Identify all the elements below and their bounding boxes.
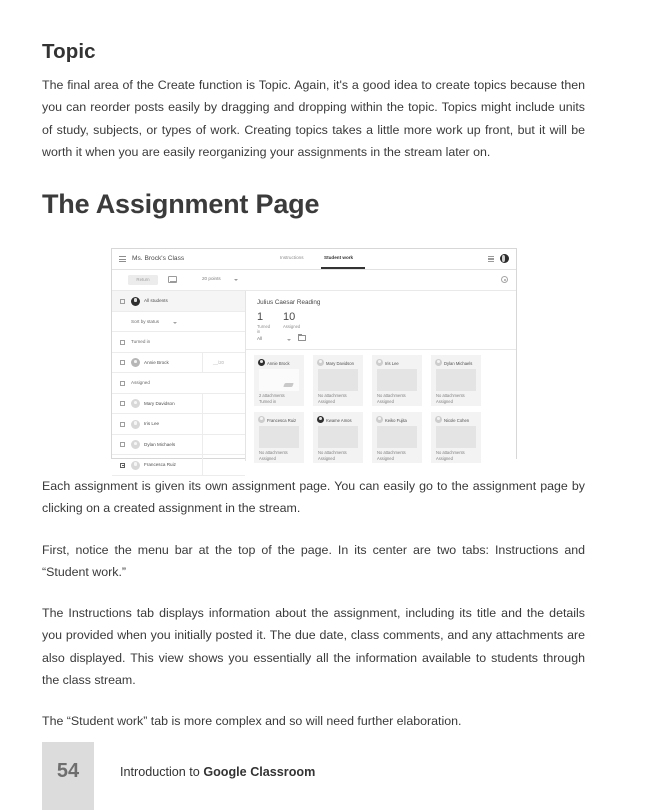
grade-cell[interactable] xyxy=(202,435,245,455)
student-work-card[interactable] xyxy=(254,412,304,463)
page-content-lower xyxy=(42,475,585,747)
tab-student-work[interactable]: Student work xyxy=(324,255,354,260)
user-avatar[interactable] xyxy=(500,254,509,263)
student-name: Iris Lee xyxy=(385,360,399,366)
attachment-graphic-icon xyxy=(283,383,294,387)
avatar xyxy=(131,461,140,470)
attachment-thumbnail xyxy=(436,426,476,448)
active-tab-indicator xyxy=(321,267,365,269)
grade-cell[interactable] xyxy=(202,414,245,434)
stat-turned-in xyxy=(257,311,270,334)
student-name: Dylan Michaels xyxy=(444,360,473,366)
points-selector-label[interactable]: 20 points xyxy=(202,276,221,281)
attachment-count: No attachments xyxy=(436,450,465,455)
footer-brand: Google Classroom xyxy=(203,765,316,779)
avatar xyxy=(131,399,140,408)
grade-cell[interactable] xyxy=(202,394,245,414)
stat-label: Turned in xyxy=(257,324,271,334)
grade-cell[interactable] xyxy=(202,353,245,373)
avatar xyxy=(131,440,140,449)
paragraph-student-work-tab: The “Student work” tab is more complex and so will need further elaboration. xyxy=(42,714,462,729)
sort-by-status-dropdown[interactable] xyxy=(112,312,245,333)
attachment-thumbnail xyxy=(377,369,417,391)
checkbox-assigned-group[interactable] xyxy=(120,381,125,386)
attachment-thumbnail xyxy=(318,369,358,391)
student-name: Keiko Fujita xyxy=(385,417,407,423)
avatar xyxy=(376,359,383,366)
attachment-thumbnail xyxy=(259,426,299,448)
paragraph-assignment-page: Each assignment is given its own assignment page. You can easily go to the assignment page by clicking on a created assignment in the stream. xyxy=(42,479,585,516)
student-list-panel xyxy=(112,291,246,467)
avatar xyxy=(435,359,442,366)
return-button[interactable]: Return xyxy=(128,275,158,285)
assignment-page-screenshot-figure xyxy=(111,248,517,467)
avatar xyxy=(258,359,265,366)
student-work-card[interactable] xyxy=(313,355,363,406)
status-badge: Assigned xyxy=(377,456,394,461)
email-icon[interactable] xyxy=(168,276,177,283)
filter-dropdown-label[interactable]: All xyxy=(257,336,263,341)
status-badge: Turned in xyxy=(259,399,277,404)
page-content xyxy=(42,40,585,234)
classroom-main-area xyxy=(112,291,516,467)
list-item-student[interactable] xyxy=(112,435,245,456)
student-name: Kwame Amos xyxy=(326,417,352,423)
attachment-count: 2 attachments xyxy=(259,393,285,398)
hamburger-menu-icon[interactable] xyxy=(119,256,126,262)
checkbox-student[interactable] xyxy=(120,442,125,447)
card-row xyxy=(254,355,510,406)
student-name: Iris Lee xyxy=(144,421,160,426)
avatar xyxy=(131,420,140,429)
attachment-count: No attachments xyxy=(318,393,347,398)
avatar xyxy=(131,358,140,367)
grade-cell[interactable] xyxy=(202,455,245,475)
assignment-title: Julius Caesar Reading xyxy=(257,299,321,306)
checkbox-student[interactable] xyxy=(120,422,125,427)
stat-number: 10 xyxy=(283,311,296,323)
folder-icon[interactable] xyxy=(298,335,306,341)
list-item-all-students[interactable] xyxy=(112,291,245,312)
attachment-count: No attachments xyxy=(377,393,406,398)
avatar xyxy=(376,416,383,423)
tab-instructions[interactable]: Instructions xyxy=(280,255,304,260)
student-name: Annie Brock xyxy=(267,360,290,366)
avatar xyxy=(317,359,324,366)
status-badge: Assigned xyxy=(436,399,453,404)
group-header-assigned xyxy=(112,373,245,394)
avatar xyxy=(131,297,140,306)
student-name: Dylan Michaels xyxy=(144,441,176,447)
status-badge: Assigned xyxy=(318,456,335,461)
avatar xyxy=(435,416,442,423)
attachment-thumbnail xyxy=(259,369,299,391)
footer-prefix: Introduction to xyxy=(120,765,204,779)
topic-heading: Topic xyxy=(42,40,96,63)
divider xyxy=(246,349,516,350)
status-badge: Assigned xyxy=(436,456,453,461)
student-name: Francesca Ruiz xyxy=(267,417,297,423)
stat-number: 1 xyxy=(257,311,264,323)
all-students-label: All students xyxy=(144,298,168,303)
checkbox-student[interactable] xyxy=(120,401,125,406)
topic-paragraph: The final area of the Create function is Topic. Again, it's a good idea to create topics because then you can reorder posts easily by dragging and dropping within the topic. Topics might include units of study, subjects, or types of work. Creating topics takes a little more work up front, but it will be worth it when you are easily reorganizing your assignments in the stream later on. xyxy=(42,78,585,159)
paragraph-menu-bar: First, notice the menu bar at the top of the page. In its center are two tabs: Instructions and “Student work.” xyxy=(42,542,585,579)
list-item-student[interactable] xyxy=(112,394,245,415)
student-work-card[interactable] xyxy=(372,355,422,406)
stat-label: Assigned xyxy=(283,324,301,329)
group-header-turned-in xyxy=(112,332,245,353)
card-row xyxy=(254,412,510,463)
paragraph-instructions-tab: The Instructions tab displays information about the assignment, including its title and the details you provided when you initially posted it. The due date, class comments, and any attachments are also displayed. This view shows you essentially all the information available to students through the class stream. xyxy=(42,606,585,688)
section-heading-assignment-page: The Assignment Page xyxy=(42,189,320,220)
avatar xyxy=(317,416,324,423)
attachment-count: No attachments xyxy=(436,393,465,398)
settings-gear-icon[interactable] xyxy=(501,276,508,283)
student-work-card[interactable] xyxy=(313,412,363,463)
group-label: Assigned xyxy=(131,380,150,385)
status-badge: Assigned xyxy=(259,456,276,461)
student-work-card[interactable] xyxy=(431,355,481,406)
footer-book-title xyxy=(120,765,315,779)
classroom-action-bar xyxy=(112,270,516,291)
assignment-tabs xyxy=(280,255,390,269)
student-work-card[interactable] xyxy=(431,412,481,463)
stat-assigned xyxy=(283,311,300,329)
student-name: Nicole Cohen xyxy=(444,417,470,423)
student-name: Annie Brock xyxy=(144,359,169,365)
attachment-thumbnail xyxy=(318,426,358,448)
sort-label: Sort by status xyxy=(131,318,160,324)
student-name: Francesca Ruiz xyxy=(144,462,176,467)
attachment-thumbnail xyxy=(436,369,476,391)
attachment-count: No attachments xyxy=(259,450,288,455)
grade-value: __/20 xyxy=(213,359,224,365)
attachment-count: No attachments xyxy=(377,450,406,455)
classroom-top-bar xyxy=(112,249,516,270)
page-number-box xyxy=(42,742,94,810)
student-work-card[interactable] xyxy=(254,355,304,406)
list-item-student[interactable] xyxy=(112,455,245,476)
checkbox-all-students[interactable] xyxy=(120,299,125,304)
apps-grid-icon[interactable] xyxy=(488,256,494,262)
page-number: 54 xyxy=(56,760,80,782)
attachment-thumbnail xyxy=(377,426,417,448)
student-name: Mary Davidson xyxy=(326,360,354,366)
class-name-title: Ms. Brock's Class xyxy=(132,255,185,262)
student-work-card[interactable] xyxy=(372,412,422,463)
status-badge: Assigned xyxy=(377,399,394,404)
list-item-student[interactable] xyxy=(112,353,245,374)
checkbox-student[interactable] xyxy=(120,360,125,365)
checkbox-student[interactable] xyxy=(120,463,125,468)
checkbox-turned-in-group[interactable] xyxy=(120,340,125,345)
avatar xyxy=(258,416,265,423)
student-name: Mary Davidson xyxy=(144,400,175,406)
group-label: Turned in xyxy=(131,339,151,344)
status-badge: Assigned xyxy=(318,399,335,404)
chevron-down-icon[interactable] xyxy=(287,339,291,341)
chevron-down-icon[interactable] xyxy=(173,322,177,324)
student-work-cards xyxy=(254,355,510,469)
list-item-student[interactable] xyxy=(112,414,245,435)
student-work-panel xyxy=(246,291,516,461)
chevron-down-icon[interactable] xyxy=(234,279,238,281)
attachment-count: No attachments xyxy=(318,450,347,455)
